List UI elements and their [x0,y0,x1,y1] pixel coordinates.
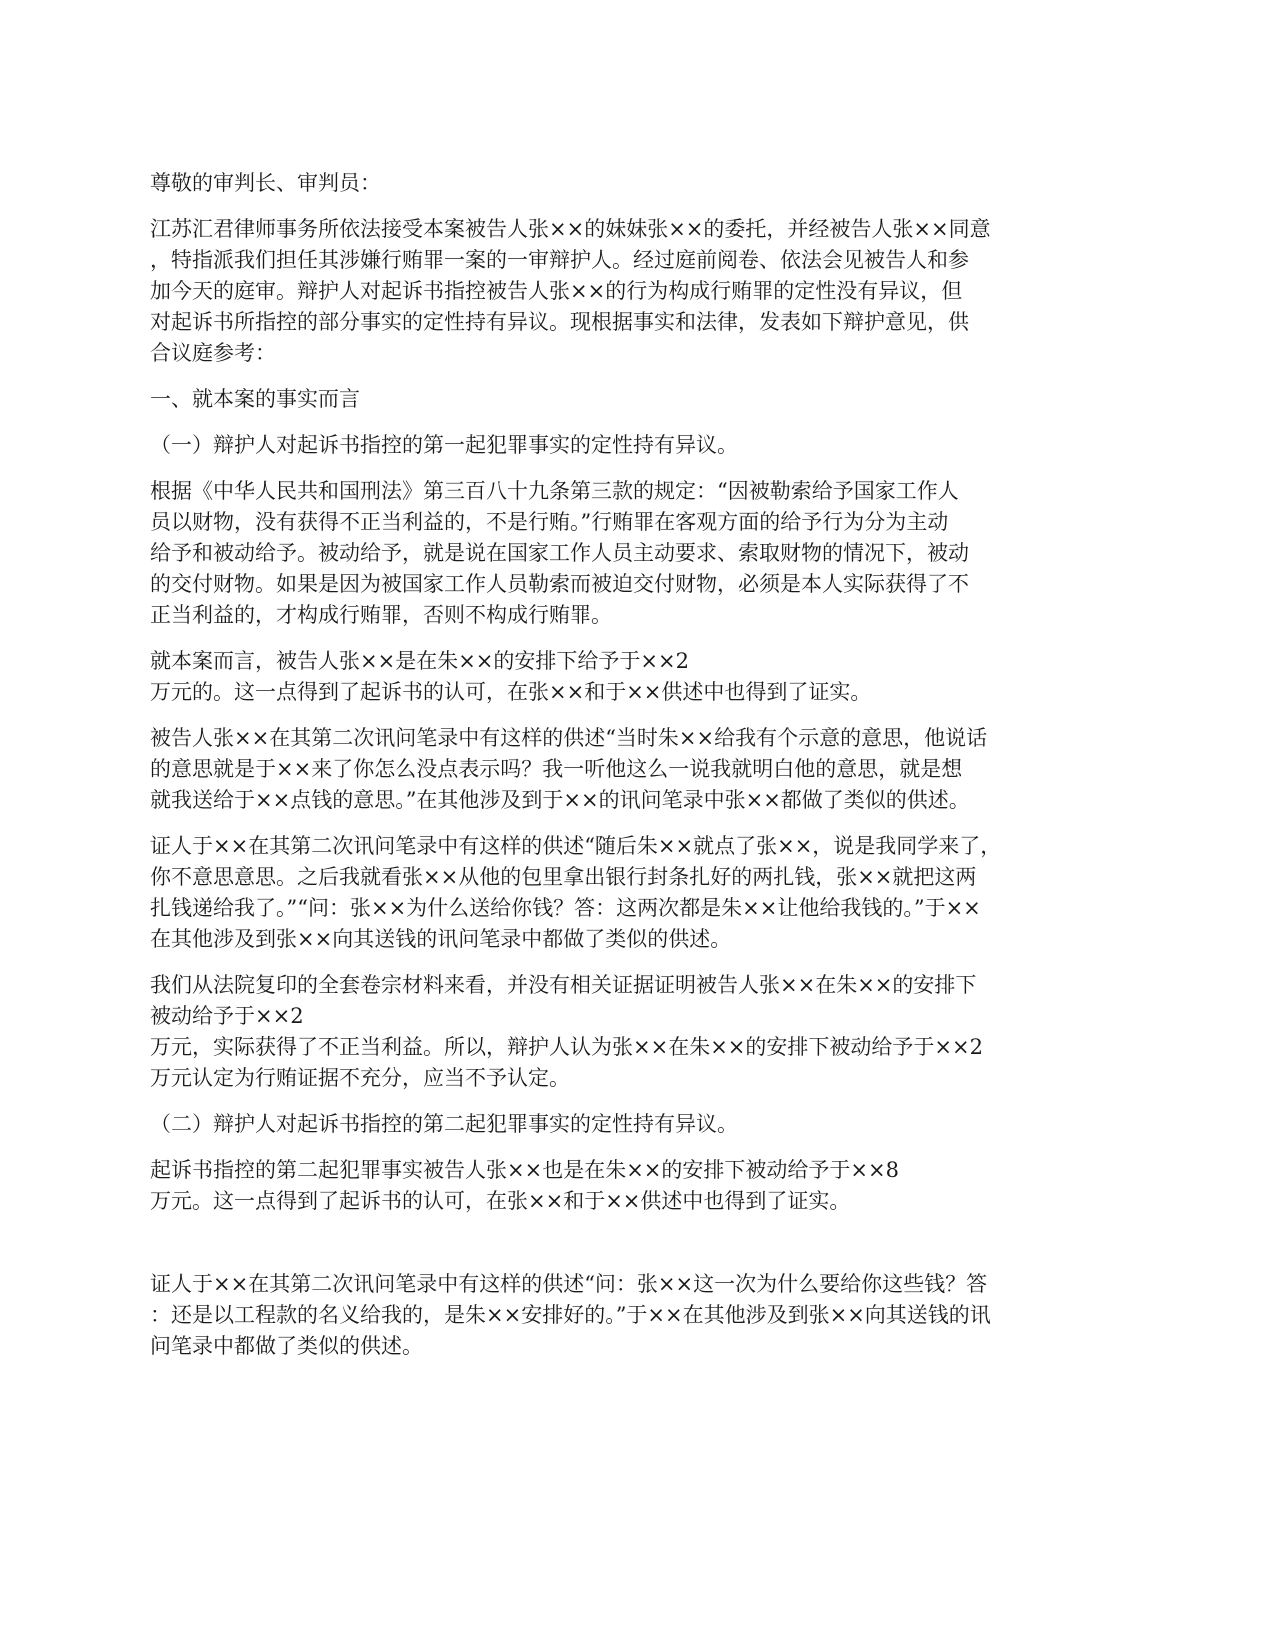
subsection-heading-second: （二）辩护人对起诉书指控的第二起犯罪事实的定性持有异议。 [150,1112,738,1136]
intro-paragraph: 江苏汇君律师事务所依法接受本案被告人张××的妹妹张××的委托，并经被告人张××同意 ，特指派我们担任其涉嫌行贿罪一案的一审辩护人。经过庭前阅卷、依法会见被告人和参 加今天的庭审。辩护人对起诉书指控被告人张××的行为构成行贿罪的定性没有异议，但 对起诉书所指控的部分事实的定性持有异议。现根据事实和法律，发表如下辩护意见，供 合议庭参考： [150,217,991,365]
defendant-statement-paragraph: 被告人张××在其第二次讯问笔录中有这样的供述“当时朱××给我有个示意的意思，他说话 的意思就是于××来了你怎么没点表示吗？我一听他这么一说我就明白他的意思，就是想 就我送给于××点钱的意思。”在其他涉及到于××的讯问笔录中张××都做了类似的供述。 [150,726,988,812]
witness-statement-paragraph: 证人于××在其第二次讯问笔录中有这样的供述“随后朱××就点了张××，说是我同学来了， 你不意思意思。之后我就看张××从他的包里拿出银行封条扎好的两扎钱，张××就把这两 扎钱递给我了。”“问：张××为什么送给你钱？答：这两次都是朱××让他给我钱的。”于×× 在其他涉及到张××向其送钱的讯问笔录中都做了类似的供述。 [150,834,1002,951]
law-citation-paragraph: 根据《中华人民共和国刑法》第三百八十九条第三款的规定：“因被勒索给予国家工作人 员以财物，没有获得不正当利益的，不是行贿。”行贿罪在客观方面的给予行为分为主动 给予和被动给予。被动给予，就是说在国家工作人员主动要求、索取财物的情况下，被动 的交付财物。如果是因为被国家工作人员勒索而被迫交付财物，必须是本人实际获得了不 正当利益的，才构成行贿罪，否则不构成行贿罪。 [150,479,969,627]
second-witness-statement-paragraph: 证人于××在其第二次讯问笔录中有这样的供述“问：张××这一次为什么要给你这些钱？答 ：还是以工程款的名义给我的，是朱××安排好的。”于××在其他涉及到张××向其送钱的讯 问笔录中都做了类似的供述。 [150,1272,991,1358]
document-body [150,168,1125,1377]
second-charge-paragraph: 起诉书指控的第二起犯罪事实被告人张××也是在朱××的安排下被动给予于××8 万元。这一点得到了起诉书的认可，在张××和于××供述中也得到了证实。 [150,1158,899,1213]
case-fact-paragraph: 就本案而言，被告人张××是在朱××的安排下给予于××2 万元的。这一点得到了起诉书的认可，在张××和于××供述中也得到了证实。 [150,649,872,704]
section-heading-facts: 一、就本案的事实而言 [150,387,360,411]
subsection-heading-first: （一）辩护人对起诉书指控的第一起犯罪事实的定性持有异议。 [150,433,738,457]
salutation: 尊敬的审判长、审判员： [150,171,381,195]
evidence-conclusion-paragraph: 我们从法院复印的全套卷宗材料来看，并没有相关证据证明被告人张××在朱××的安排下 被动给予于××2 万元，实际获得了不正当利益。所以，辩护人认为张××在朱××的安排下被动给予于××2 万元认定为行贿证据不充分，应当不予认定。 [150,973,983,1090]
